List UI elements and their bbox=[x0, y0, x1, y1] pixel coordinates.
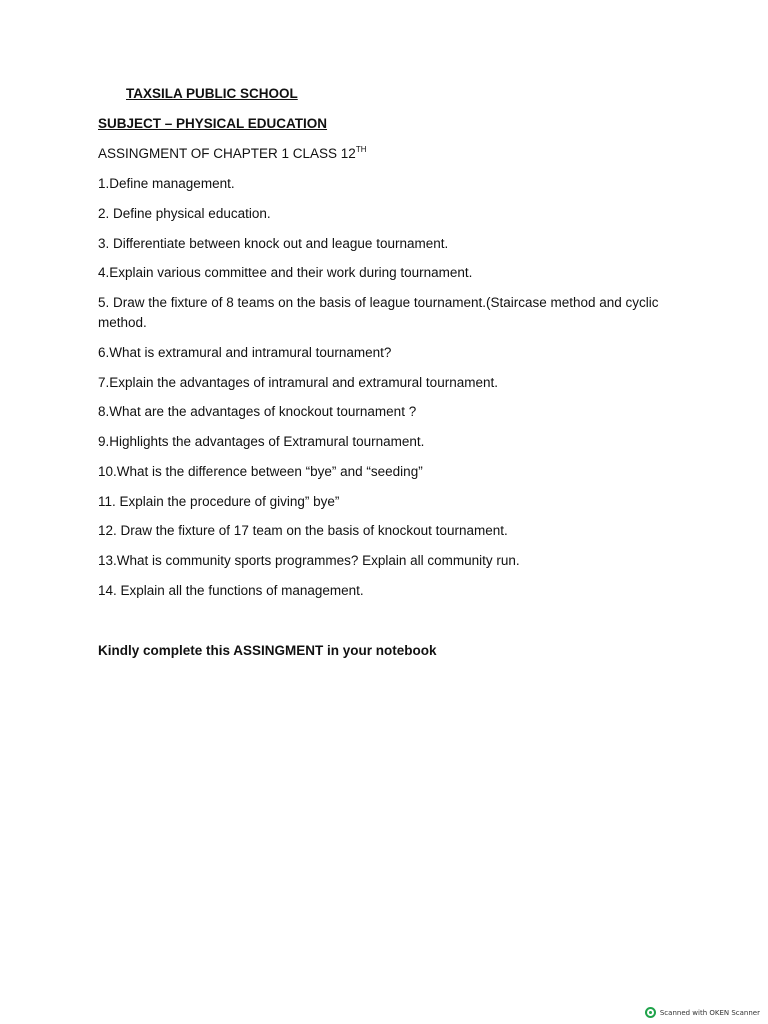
question-item: 12. Draw the fixture of 17 team on the basis of knockout tournament. bbox=[98, 523, 508, 539]
question-item: 13.What is community sports programmes? Explain all community run. bbox=[98, 553, 520, 568]
closing-note: Kindly complete this ASSINGMENT in your notebook bbox=[98, 643, 437, 658]
question-item: 4.Explain various committee and their work during tournament. bbox=[98, 265, 473, 281]
question-item: 11. Explain the procedure of giving” bye” bbox=[98, 493, 340, 509]
subject-heading: SUBJECT – PHYSICAL EDUCATION bbox=[98, 116, 328, 131]
question-item: 1.Define management. bbox=[98, 176, 235, 191]
question-item: 8.What are the advantages of knockout tournament ? bbox=[98, 404, 417, 420]
scanner-watermark-text: Scanned with OKEN Scanner bbox=[659, 1008, 760, 1017]
assignment-heading-superscript: TH bbox=[355, 144, 367, 154]
question-item: 2. Define physical education. bbox=[98, 205, 271, 221]
scanner-watermark bbox=[645, 1007, 760, 1018]
question-item: 6.What is extramural and intramural tournament? bbox=[98, 344, 392, 360]
question-item: 7.Explain the advantages of intramural and extramural tournament. bbox=[98, 374, 498, 390]
question-item: 14. Explain all the functions of management. bbox=[98, 582, 364, 598]
question-item: 9.Highlights the advantages of Extramural tournament. bbox=[98, 434, 425, 449]
assignment-heading bbox=[98, 144, 367, 164]
assignment-heading-text: ASSINGMENT OF CHAPTER 1 CLASS 12 bbox=[98, 146, 356, 161]
question-item: 3. Differentiate between knock out and league tournament. bbox=[98, 235, 449, 251]
oken-scanner-logo-icon bbox=[645, 1007, 656, 1018]
question-list bbox=[98, 174, 678, 611]
question-item: 10.What is the difference between “bye” and “seeding” bbox=[98, 463, 423, 479]
question-item: 5. Draw the fixture of 8 teams on the basis of league tournament.(Staircase method and cyclic method. bbox=[98, 295, 659, 330]
school-name: TAXSILA PUBLIC SCHOOL bbox=[126, 86, 298, 101]
